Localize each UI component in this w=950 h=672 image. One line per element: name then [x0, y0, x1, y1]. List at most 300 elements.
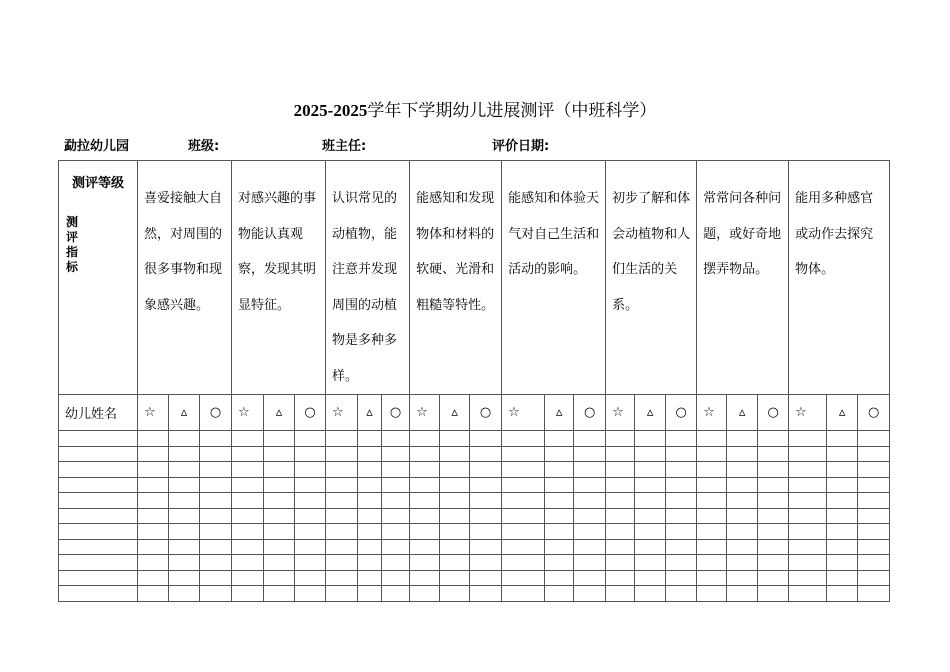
empty-cell[interactable]	[666, 539, 697, 555]
empty-cell[interactable]	[440, 477, 470, 493]
empty-cell[interactable]	[502, 446, 545, 462]
empty-cell[interactable]	[606, 586, 635, 602]
empty-cell[interactable]	[138, 586, 169, 602]
empty-cell[interactable]	[358, 431, 382, 447]
empty-cell[interactable]	[606, 477, 635, 493]
empty-cell[interactable]	[138, 524, 169, 540]
empty-cell[interactable]	[326, 570, 358, 586]
empty-cell[interactable]	[502, 555, 545, 571]
empty-cell[interactable]	[470, 431, 502, 447]
empty-cell[interactable]	[358, 539, 382, 555]
empty-cell[interactable]	[606, 431, 635, 447]
star-symbol: ☆	[232, 395, 264, 431]
empty-cell[interactable]	[410, 477, 440, 493]
empty-cell[interactable]	[440, 586, 470, 602]
empty-cell[interactable]	[858, 524, 890, 540]
empty-cell[interactable]	[358, 555, 382, 571]
empty-cell[interactable]	[574, 493, 606, 509]
empty-cell[interactable]	[606, 462, 635, 478]
empty-cell[interactable]	[358, 586, 382, 602]
empty-cell[interactable]	[666, 446, 697, 462]
empty-cell[interactable]	[758, 539, 789, 555]
empty-cell[interactable]	[169, 570, 200, 586]
empty-cell[interactable]	[606, 524, 635, 540]
empty-cell[interactable]	[440, 570, 470, 586]
empty-cell[interactable]	[470, 555, 502, 571]
empty-cell[interactable]	[410, 555, 440, 571]
empty-cell[interactable]	[470, 524, 502, 540]
empty-cell[interactable]	[264, 570, 295, 586]
empty-cell[interactable]	[635, 586, 666, 602]
empty-cell[interactable]	[59, 446, 138, 462]
empty-cell[interactable]	[697, 508, 727, 524]
empty-cell[interactable]	[326, 431, 358, 447]
empty-cell[interactable]	[789, 508, 827, 524]
empty-cell[interactable]	[358, 570, 382, 586]
empty-cell[interactable]	[858, 431, 890, 447]
empty-cell[interactable]	[827, 462, 858, 478]
empty-cell[interactable]	[410, 462, 440, 478]
empty-cell[interactable]	[789, 586, 827, 602]
empty-cell[interactable]	[635, 524, 666, 540]
empty-cell[interactable]	[574, 570, 606, 586]
empty-cell[interactable]	[295, 462, 326, 478]
empty-cell[interactable]	[410, 431, 440, 447]
empty-cell[interactable]	[697, 462, 727, 478]
empty-cell[interactable]	[574, 586, 606, 602]
empty-cell[interactable]	[545, 508, 574, 524]
empty-cell[interactable]	[382, 493, 410, 509]
child-name-header: 幼儿姓名	[59, 395, 138, 431]
title-text: 学年下学期幼儿进展测评（中班科学）	[367, 101, 657, 121]
empty-cell[interactable]	[232, 586, 264, 602]
empty-cell[interactable]	[295, 524, 326, 540]
empty-cell[interactable]	[827, 570, 858, 586]
empty-cell[interactable]	[264, 524, 295, 540]
class-label: 班级:	[188, 139, 220, 154]
empty-cell[interactable]	[232, 431, 264, 447]
empty-cell[interactable]	[545, 493, 574, 509]
empty-cell[interactable]	[858, 477, 890, 493]
empty-cell[interactable]	[727, 570, 758, 586]
empty-cell[interactable]	[635, 493, 666, 509]
empty-cell[interactable]	[666, 586, 697, 602]
empty-cell[interactable]	[827, 477, 858, 493]
empty-cell[interactable]	[758, 570, 789, 586]
empty-cell[interactable]	[59, 431, 138, 447]
empty-cell[interactable]	[470, 586, 502, 602]
empty-cell[interactable]	[827, 524, 858, 540]
empty-cell[interactable]	[789, 524, 827, 540]
empty-cell[interactable]	[138, 539, 169, 555]
empty-cell[interactable]	[410, 446, 440, 462]
empty-cell[interactable]	[200, 431, 232, 447]
assessment-table	[58, 160, 890, 602]
empty-cell[interactable]	[666, 570, 697, 586]
empty-cell[interactable]	[59, 555, 138, 571]
empty-cell[interactable]	[264, 446, 295, 462]
empty-cell[interactable]	[169, 539, 200, 555]
empty-cell[interactable]	[232, 462, 264, 478]
indicator-2: 对感兴趣的事物能认真观察，发现其明显特征。	[232, 161, 326, 395]
empty-cell[interactable]	[410, 508, 440, 524]
empty-cell[interactable]	[574, 477, 606, 493]
empty-cell[interactable]	[264, 462, 295, 478]
empty-cell[interactable]	[232, 570, 264, 586]
empty-cell[interactable]	[827, 539, 858, 555]
empty-row	[59, 570, 890, 586]
empty-cell[interactable]	[326, 446, 358, 462]
empty-cell[interactable]	[410, 570, 440, 586]
empty-cell[interactable]	[232, 539, 264, 555]
empty-cell[interactable]	[382, 431, 410, 447]
empty-cell[interactable]	[635, 508, 666, 524]
empty-cell[interactable]	[758, 431, 789, 447]
empty-cell[interactable]	[326, 524, 358, 540]
empty-cell[interactable]	[727, 431, 758, 447]
empty-cell[interactable]	[264, 477, 295, 493]
empty-cell[interactable]	[295, 446, 326, 462]
empty-cell[interactable]	[200, 539, 232, 555]
empty-cell[interactable]	[727, 446, 758, 462]
empty-cell[interactable]	[410, 539, 440, 555]
empty-cell[interactable]	[295, 570, 326, 586]
empty-cell[interactable]	[295, 431, 326, 447]
empty-cell[interactable]	[470, 570, 502, 586]
empty-cell[interactable]	[440, 493, 470, 509]
empty-cell[interactable]	[410, 493, 440, 509]
empty-cell[interactable]	[440, 539, 470, 555]
empty-cell[interactable]	[382, 586, 410, 602]
empty-cell[interactable]	[789, 555, 827, 571]
empty-cell[interactable]	[169, 493, 200, 509]
empty-cell[interactable]	[169, 555, 200, 571]
empty-cell[interactable]	[440, 431, 470, 447]
empty-cell[interactable]	[635, 539, 666, 555]
empty-cell[interactable]	[606, 570, 635, 586]
empty-cell[interactable]	[59, 493, 138, 509]
empty-cell[interactable]	[470, 539, 502, 555]
empty-cell[interactable]	[635, 462, 666, 478]
empty-cell[interactable]	[789, 462, 827, 478]
empty-cell[interactable]	[470, 462, 502, 478]
symbol-row	[59, 395, 890, 431]
empty-cell[interactable]	[606, 493, 635, 509]
empty-cell[interactable]	[59, 462, 138, 478]
empty-cell[interactable]	[574, 524, 606, 540]
empty-cell[interactable]	[232, 446, 264, 462]
empty-cell[interactable]	[827, 446, 858, 462]
empty-cell[interactable]	[727, 539, 758, 555]
empty-cell[interactable]	[606, 508, 635, 524]
empty-cell[interactable]	[382, 477, 410, 493]
empty-cell[interactable]	[502, 570, 545, 586]
empty-cell[interactable]	[200, 462, 232, 478]
empty-cell[interactable]	[697, 539, 727, 555]
empty-cell[interactable]	[789, 570, 827, 586]
empty-cell[interactable]	[789, 493, 827, 509]
empty-cell[interactable]	[59, 524, 138, 540]
empty-cell[interactable]	[697, 524, 727, 540]
empty-cell[interactable]	[545, 446, 574, 462]
empty-cell[interactable]	[858, 586, 890, 602]
empty-cell[interactable]	[382, 508, 410, 524]
empty-cell[interactable]	[502, 493, 545, 509]
empty-cell[interactable]	[502, 586, 545, 602]
empty-cell[interactable]	[382, 570, 410, 586]
empty-cell[interactable]	[758, 446, 789, 462]
empty-cell[interactable]	[138, 493, 169, 509]
empty-cell[interactable]	[858, 570, 890, 586]
empty-cell[interactable]	[169, 446, 200, 462]
page-title	[0, 96, 950, 121]
empty-cell[interactable]	[232, 555, 264, 571]
empty-cell[interactable]	[758, 586, 789, 602]
empty-cell[interactable]	[635, 446, 666, 462]
empty-cell[interactable]	[858, 462, 890, 478]
empty-cell[interactable]	[789, 446, 827, 462]
empty-cell[interactable]	[758, 493, 789, 509]
empty-cell[interactable]	[574, 462, 606, 478]
empty-cell[interactable]	[326, 493, 358, 509]
circle-symbol: ○	[295, 395, 326, 431]
empty-cell[interactable]	[545, 524, 574, 540]
empty-cell[interactable]	[789, 431, 827, 447]
empty-cell[interactable]	[827, 431, 858, 447]
empty-cell[interactable]	[358, 493, 382, 509]
empty-cell[interactable]	[635, 555, 666, 571]
title-year: 2025-2025	[293, 101, 368, 120]
empty-cell[interactable]	[138, 570, 169, 586]
empty-cell[interactable]	[858, 446, 890, 462]
empty-cell[interactable]	[382, 539, 410, 555]
empty-cell[interactable]	[440, 446, 470, 462]
empty-cell[interactable]	[470, 446, 502, 462]
empty-cell[interactable]	[666, 508, 697, 524]
empty-cell[interactable]	[326, 462, 358, 478]
empty-cell[interactable]	[697, 586, 727, 602]
empty-cell[interactable]	[200, 508, 232, 524]
star-symbol: ☆	[789, 395, 827, 431]
empty-cell[interactable]	[574, 508, 606, 524]
empty-cell[interactable]	[138, 477, 169, 493]
empty-cell[interactable]	[264, 539, 295, 555]
empty-cell[interactable]	[502, 477, 545, 493]
empty-cell[interactable]	[545, 539, 574, 555]
empty-cell[interactable]	[606, 539, 635, 555]
empty-cell[interactable]	[264, 431, 295, 447]
empty-cell[interactable]	[382, 555, 410, 571]
indicator-4: 能感知和发现物体和材料的软硬、光滑和粗糙等特性。	[410, 161, 502, 395]
empty-cell[interactable]	[326, 586, 358, 602]
empty-cell[interactable]	[606, 555, 635, 571]
empty-cell[interactable]	[232, 524, 264, 540]
empty-cell[interactable]	[574, 555, 606, 571]
empty-cell[interactable]	[827, 586, 858, 602]
empty-cell[interactable]	[635, 477, 666, 493]
empty-cell[interactable]	[169, 462, 200, 478]
empty-cell[interactable]	[635, 570, 666, 586]
empty-cell[interactable]	[502, 431, 545, 447]
empty-cell[interactable]	[574, 539, 606, 555]
triangle-symbol: ▵	[635, 395, 666, 431]
empty-cell[interactable]	[666, 493, 697, 509]
empty-cell[interactable]	[59, 586, 138, 602]
empty-cell[interactable]	[858, 555, 890, 571]
triangle-symbol: ▵	[440, 395, 470, 431]
empty-cell[interactable]	[606, 446, 635, 462]
empty-cell[interactable]	[635, 431, 666, 447]
empty-cell[interactable]	[264, 555, 295, 571]
empty-cell[interactable]	[200, 524, 232, 540]
empty-cell[interactable]	[545, 586, 574, 602]
empty-cell[interactable]	[502, 462, 545, 478]
empty-cell[interactable]	[727, 524, 758, 540]
empty-cell[interactable]	[295, 477, 326, 493]
empty-cell[interactable]	[697, 446, 727, 462]
empty-cell[interactable]	[264, 586, 295, 602]
empty-cell[interactable]	[200, 586, 232, 602]
empty-cell[interactable]	[545, 462, 574, 478]
empty-cell[interactable]	[545, 555, 574, 571]
empty-cell[interactable]	[59, 477, 138, 493]
star-symbol: ☆	[138, 395, 169, 431]
indicator-1: 喜爱接触大自然，对周围的很多事物和现象感兴趣。	[138, 161, 232, 395]
empty-cell[interactable]	[727, 462, 758, 478]
empty-cell[interactable]	[295, 508, 326, 524]
empty-row	[59, 524, 890, 540]
empty-cell[interactable]	[697, 570, 727, 586]
empty-cell[interactable]	[727, 508, 758, 524]
empty-cell[interactable]	[326, 477, 358, 493]
empty-cell[interactable]	[169, 586, 200, 602]
empty-cell[interactable]	[382, 446, 410, 462]
empty-cell[interactable]	[727, 477, 758, 493]
empty-cell[interactable]	[758, 462, 789, 478]
empty-cell[interactable]	[295, 493, 326, 509]
empty-cell[interactable]	[200, 477, 232, 493]
empty-cell[interactable]	[326, 539, 358, 555]
empty-cell[interactable]	[382, 524, 410, 540]
empty-cell[interactable]	[666, 555, 697, 571]
empty-cell[interactable]	[326, 555, 358, 571]
empty-cell[interactable]	[666, 431, 697, 447]
empty-cell[interactable]	[827, 555, 858, 571]
empty-cell[interactable]	[358, 477, 382, 493]
empty-cell[interactable]	[758, 508, 789, 524]
empty-cell[interactable]	[545, 477, 574, 493]
empty-cell[interactable]	[440, 524, 470, 540]
empty-cell[interactable]	[264, 493, 295, 509]
empty-cell[interactable]	[200, 446, 232, 462]
empty-cell[interactable]	[382, 462, 410, 478]
empty-cell[interactable]	[666, 477, 697, 493]
indicator-5: 能感知和体验天气对自己生活和活动的影响。	[502, 161, 606, 395]
empty-cell[interactable]	[697, 555, 727, 571]
empty-cell[interactable]	[827, 493, 858, 509]
empty-cell[interactable]	[358, 446, 382, 462]
empty-cell[interactable]	[295, 539, 326, 555]
empty-cell[interactable]	[59, 570, 138, 586]
empty-cell[interactable]	[232, 477, 264, 493]
empty-cell[interactable]	[697, 431, 727, 447]
empty-cell[interactable]	[200, 570, 232, 586]
empty-cell[interactable]	[138, 508, 169, 524]
empty-cell[interactable]	[758, 524, 789, 540]
empty-cell[interactable]	[574, 431, 606, 447]
empty-cell[interactable]	[264, 508, 295, 524]
empty-cell[interactable]	[410, 524, 440, 540]
empty-cell[interactable]	[440, 508, 470, 524]
empty-cell[interactable]	[138, 555, 169, 571]
empty-cell[interactable]	[326, 508, 358, 524]
empty-cell[interactable]	[666, 462, 697, 478]
star-symbol: ☆	[502, 395, 545, 431]
empty-cell[interactable]	[545, 570, 574, 586]
empty-row	[59, 446, 890, 462]
empty-cell[interactable]	[697, 477, 727, 493]
indicator-7: 常常问各种问题，或好奇地摆弄物品。	[697, 161, 789, 395]
empty-cell[interactable]	[727, 586, 758, 602]
empty-cell[interactable]	[59, 508, 138, 524]
empty-cell[interactable]	[440, 462, 470, 478]
empty-cell[interactable]	[138, 446, 169, 462]
empty-cell[interactable]	[858, 508, 890, 524]
empty-cell[interactable]	[727, 555, 758, 571]
empty-cell[interactable]	[502, 524, 545, 540]
empty-cell[interactable]	[470, 508, 502, 524]
empty-cell[interactable]	[858, 493, 890, 509]
empty-cell[interactable]	[169, 431, 200, 447]
empty-cell[interactable]	[502, 508, 545, 524]
empty-cell[interactable]	[410, 586, 440, 602]
empty-cell[interactable]	[59, 539, 138, 555]
empty-cell[interactable]	[358, 508, 382, 524]
triangle-symbol: ▵	[264, 395, 295, 431]
empty-cell[interactable]	[138, 462, 169, 478]
empty-cell[interactable]	[574, 446, 606, 462]
empty-cell[interactable]	[169, 508, 200, 524]
empty-row	[59, 477, 890, 493]
empty-cell[interactable]	[727, 493, 758, 509]
empty-cell[interactable]	[295, 586, 326, 602]
empty-cell[interactable]	[666, 524, 697, 540]
empty-cell[interactable]	[169, 477, 200, 493]
empty-cell[interactable]	[440, 555, 470, 571]
empty-cell[interactable]	[358, 524, 382, 540]
empty-cell[interactable]	[138, 431, 169, 447]
empty-cell[interactable]	[789, 539, 827, 555]
empty-cell[interactable]	[169, 524, 200, 540]
empty-cell[interactable]	[827, 508, 858, 524]
empty-cell[interactable]	[545, 431, 574, 447]
empty-cell[interactable]	[858, 539, 890, 555]
empty-cell[interactable]	[358, 462, 382, 478]
empty-cell[interactable]	[758, 555, 789, 571]
empty-cell[interactable]	[502, 539, 545, 555]
empty-cell[interactable]	[470, 493, 502, 509]
empty-cell[interactable]	[200, 493, 232, 509]
empty-cell[interactable]	[758, 477, 789, 493]
empty-cell[interactable]	[200, 555, 232, 571]
empty-cell[interactable]	[697, 493, 727, 509]
circle-symbol: ○	[382, 395, 410, 431]
empty-cell[interactable]	[789, 477, 827, 493]
empty-cell[interactable]	[232, 493, 264, 509]
empty-cell[interactable]	[232, 508, 264, 524]
empty-cell[interactable]	[295, 555, 326, 571]
empty-cell[interactable]	[470, 477, 502, 493]
